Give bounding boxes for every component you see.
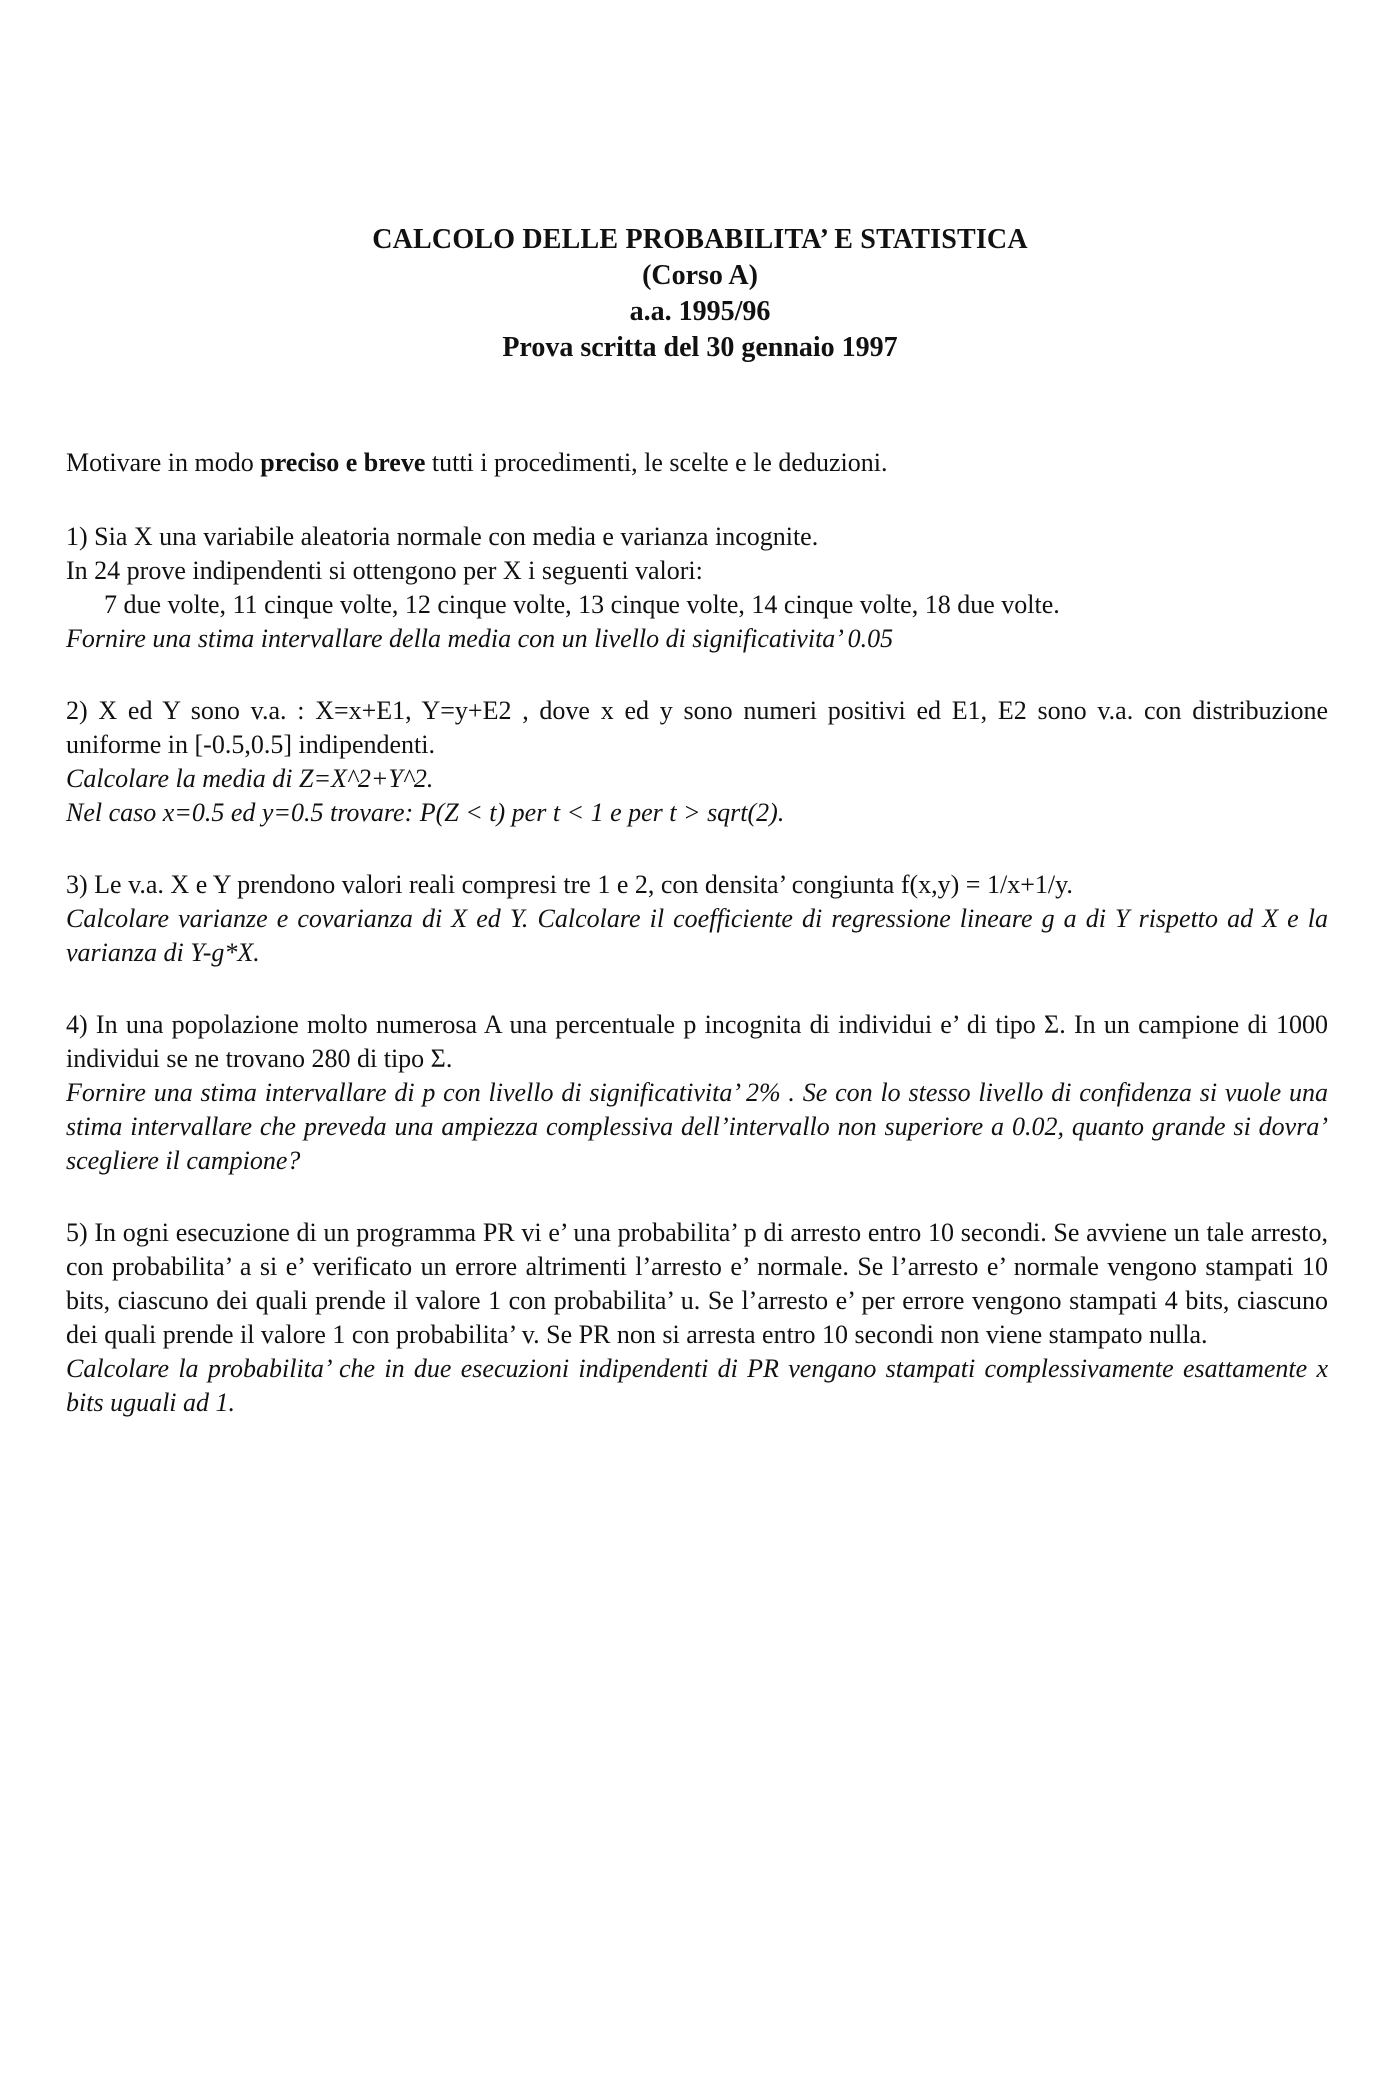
exercise-3-statement: 3) Le v.a. X e Y prendono valori reali compresi tre 1 e 2, con densita’ congiunta f(x,y) = 1/x+1/y.	[66, 870, 1073, 899]
instructions-pre: Motivare in modo	[66, 448, 261, 477]
course-section: (Corso A)	[642, 260, 758, 291]
exercise-3	[66, 868, 1328, 970]
exercise-2-statement: 2) X ed Y sono v.a. : X=x+E1, Y=y+E2 , dove x ed y sono numeri positivi ed E1, E2 sono v.a. con distribuzione uniforme in [-0.5,0.5] indipendenti.	[66, 696, 1328, 759]
academic-year: a.a. 1995/96	[629, 296, 771, 327]
course-title: CALCOLO DELLE PROBABILITA’ E STATISTICA	[372, 224, 1028, 255]
exercise-2-task-1: Calcolare la media di Z=X^2+Y^2.	[66, 764, 434, 793]
exercise-1	[66, 520, 1328, 656]
exercise-1-task: Fornire una stima intervallare della media con un livello di significativita’ 0.05	[66, 624, 894, 653]
exercise-1-data-intro: In 24 prove indipendenti si ottengono per X i seguenti valori:	[66, 556, 703, 585]
instructions-bold: preciso e breve	[260, 448, 426, 477]
exercise-1-values: 7 due volte, 11 cinque volte, 12 cinque volte, 13 cinque volte, 14 cinque volte, 18 due volte.	[104, 590, 1060, 619]
exercise-5	[66, 1216, 1328, 1420]
exercise-4	[66, 1008, 1328, 1178]
exercise-1-statement: 1) Sia X una variabile aleatoria normale con media e varianza incognite.	[66, 522, 819, 551]
exercise-5-statement: 5) In ogni esecuzione di un programma PR vi e’ una probabilita’ p di arresto entro 10 secondi. Se avviene un tale arresto, con probabilita’ a si e’ verificato un errore altrimenti l’arresto e’ normale. Se l’arresto e’ normale vengono stampati 10 bits, ciascuno dei quali prende il valore 1 con probabilita’ u. Se l’arresto e’ per errore vengono stampati 4 bits, ciascuno dei quali prende il valore 1 con probabilita’ v. Se PR non si arresta entro 10 secondi non viene stampato nulla.	[66, 1218, 1328, 1349]
exercise-2-task-2: Nel caso x=0.5 ed y=0.5 trovare: P(Z < t) per t < 1 e per t > sqrt(2).	[66, 798, 785, 827]
instructions	[66, 446, 1328, 480]
exercise-4-task: Fornire una stima intervallare di p con livello di significativita’ 2% . Se con lo stesso livello di confidenza si vuole una stima intervallare che preveda una ampiezza complessiva dell’intervallo non superiore a 0.02, quanto grande si dovra’ scegliere il campione?	[66, 1078, 1328, 1175]
exam-body	[66, 446, 1328, 1458]
exercise-4-statement: 4) In una popolazione molto numerosa A una percentuale p incognita di individui e’ di tipo Σ. In un campione di 1000 individui se ne trovano 280 di tipo Σ.	[66, 1010, 1328, 1073]
exercise-2	[66, 694, 1328, 830]
exam-date: Prova scritta del 30 gennaio 1997	[502, 332, 898, 363]
instructions-post: tutti i procedimenti, le scelte e le deduzioni.	[425, 448, 888, 477]
exercise-3-task: Calcolare varianze e covarianza di X ed Y. Calcolare il coefficiente di regressione lineare g a di Y rispetto ad X e la varianza di Y-g*X.	[66, 904, 1328, 967]
exercise-5-task: Calcolare la probabilita’ che in due esecuzioni indipendenti di PR vengano stampati complessivamente esattamente x bits uguali ad 1.	[66, 1354, 1328, 1417]
exam-header	[0, 222, 1400, 366]
